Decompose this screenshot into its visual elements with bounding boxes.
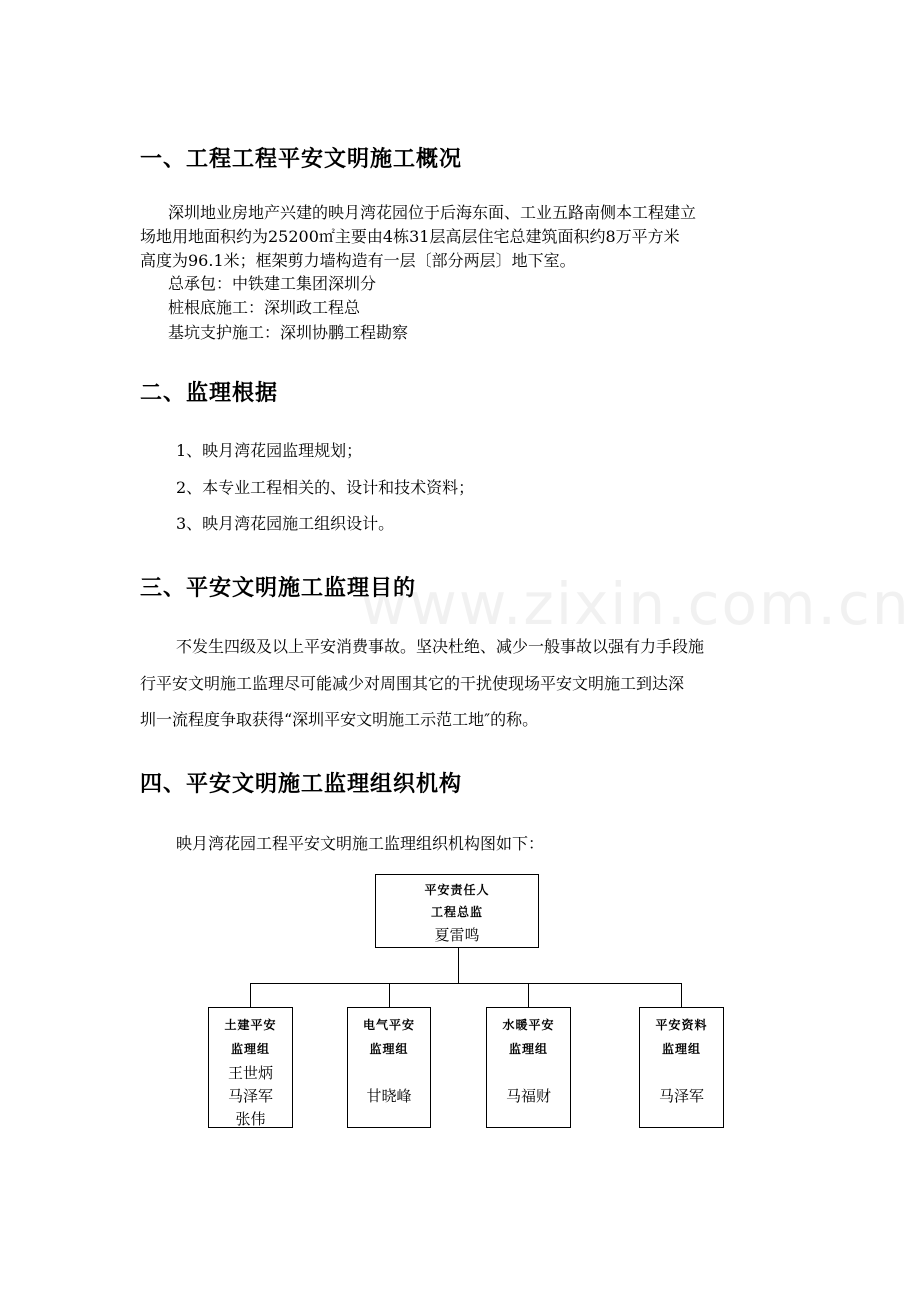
basis-item-3: 3、映月湾花园施工组织设计。 [176, 514, 395, 533]
org-connector-drop-3 [528, 983, 529, 1007]
objective-line-2: 行平安文明施工监理尽可能减少对周围其它的干扰使现场平安文明施工到达深 [140, 674, 685, 693]
org-group-documents-title-1: 平安资料 [655, 1018, 708, 1032]
section-3-heading: 三、平安文明施工监理目的 [140, 576, 417, 601]
org-group-documents [639, 1007, 724, 1128]
org-connector-drop-1 [250, 983, 251, 1007]
objective-line-1: 不发生四级及以上平安消费事故。坚决杜绝、减少一般事故以强有力手段施 [176, 637, 705, 656]
org-group-electrical-member-1: 甘晓峰 [366, 1087, 412, 1105]
pit-support-contractor: 基坑支护施工：深圳协鹏工程勘察 [168, 323, 409, 342]
basis-item-2: 2、本专业工程相关的、设计和技术资料； [176, 478, 475, 497]
section-1-paragraph-line-3: 高度为96.1米；框架剪力墙构造有一层〔部分两层〕地下室。 [140, 251, 576, 270]
section-1-paragraph-line-1: 深圳地业房地产兴建的映月湾花园位于后海东面、工业五路南侧本工程建立 [168, 203, 697, 222]
org-group-civil-member-3: 张伟 [235, 1110, 266, 1128]
org-group-civil-member-2: 马泽军 [227, 1087, 273, 1105]
basis-item-1: 1、映月湾花园监理规划； [176, 441, 363, 460]
section-2-heading: 二、监理根据 [140, 381, 279, 406]
org-top-role-2: 工程总监 [430, 905, 483, 919]
section-4-heading: 四、平安文明施工监理组织机构 [140, 772, 463, 797]
org-connector-vertical-main [458, 948, 459, 983]
watermark: www.zixin.com.cn [360, 570, 911, 638]
org-group-electrical-title-1: 电气平安 [362, 1018, 415, 1032]
org-group-civil-member-1: 王世炳 [227, 1064, 273, 1082]
org-group-civil-title-1: 土建平安 [224, 1018, 277, 1032]
org-chart-intro: 映月湾花园工程平安文明施工监理组织机构图如下： [176, 834, 545, 853]
org-connector-horizontal [250, 983, 682, 984]
org-group-plumbing-title-1: 水暖平安 [502, 1018, 555, 1032]
org-connector-drop-4 [681, 983, 682, 1007]
org-top-box [375, 874, 539, 948]
org-group-civil [208, 1007, 293, 1128]
pile-foundation-contractor: 桩根底施工：深圳政工程总 [168, 298, 361, 317]
org-group-plumbing-title-2: 监理组 [508, 1042, 548, 1056]
org-group-documents-title-2: 监理组 [661, 1042, 701, 1056]
general-contractor: 总承包：中铁建工集团深圳分 [168, 274, 377, 293]
org-group-electrical [347, 1007, 431, 1128]
org-group-documents-member-1: 马泽军 [658, 1087, 704, 1105]
org-group-plumbing-member-1: 马福财 [505, 1087, 551, 1105]
objective-line-3: 圳一流程度争取获得“深圳平安文明施工示范工地″的称。 [140, 710, 539, 729]
org-top-role-1: 平安责任人 [424, 883, 490, 897]
section-1-paragraph-line-2: 场地用地面积约为25200㎡主要由4栋31层高层住宅总建筑面积约8万平方米 [140, 227, 680, 246]
section-1-heading: 一、工程工程平安文明施工概况 [140, 147, 463, 172]
org-group-electrical-title-2: 监理组 [369, 1042, 409, 1056]
org-group-civil-title-2: 监理组 [230, 1042, 270, 1056]
org-group-plumbing [486, 1007, 571, 1128]
org-top-name: 夏雷鸣 [434, 926, 480, 944]
org-connector-drop-2 [389, 983, 390, 1007]
